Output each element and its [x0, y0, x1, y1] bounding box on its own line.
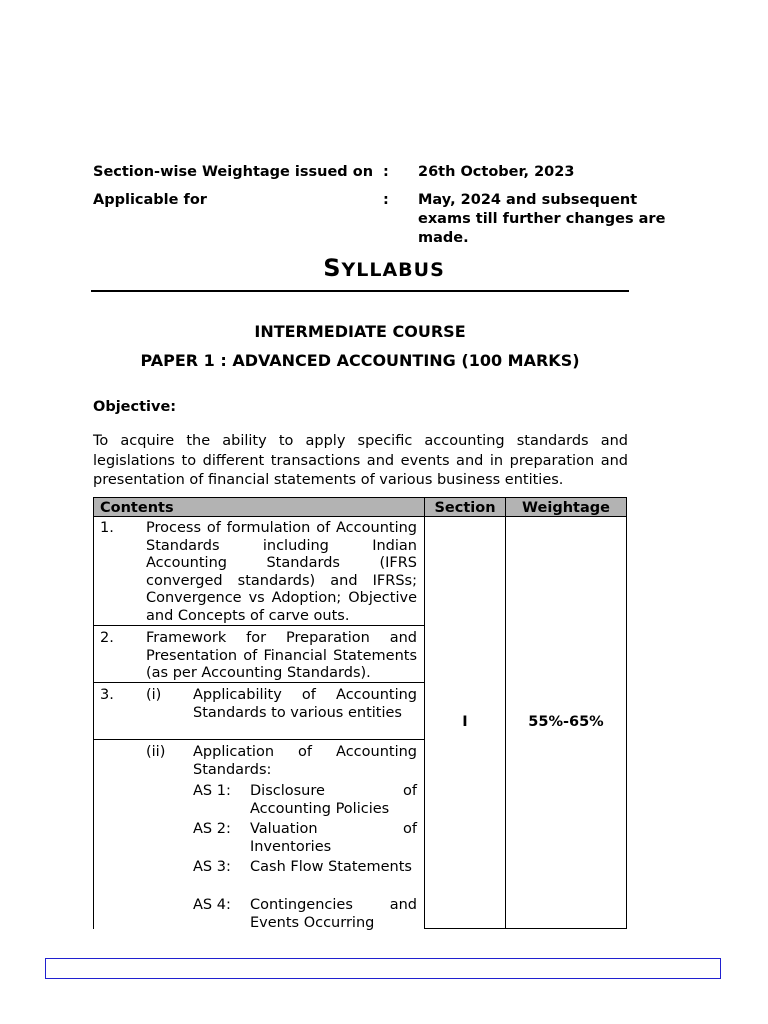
standard-code: AS 1: — [193, 783, 231, 799]
objective-text: To acquire the ability to apply specific accounting standards and legislations to different transactions and events and in preparation and presentation of financial statements of various business entities. — [93, 433, 628, 488]
title-rule — [91, 290, 629, 292]
applicable-value: May, 2024 and subsequent exams till further changes are made. — [418, 192, 666, 246]
table-row — [93, 682, 425, 740]
table-row — [93, 625, 425, 683]
header-contents: Contents — [93, 497, 425, 517]
row-number: 3. — [100, 687, 114, 703]
sub-text: Applicability of Accounting Standards to various entities — [193, 687, 417, 721]
row-text: Process of formulation of Accounting Standards including Indian Accounting Standards (IFRS converged standards) and IFRSs; Convergence vs Adoption; Objective and Concepts of carve outs. — [146, 520, 417, 624]
standard-code: AS 3: — [193, 859, 231, 875]
row-text: Framework for Preparation and Presentation of Financial Statements (as per Accounting Standards). — [146, 630, 417, 681]
section-cell — [424, 516, 506, 929]
issued-label: Section-wise Weightage issued on — [93, 164, 374, 180]
issued-colon: : — [383, 164, 389, 180]
standard-code: AS 4: — [193, 897, 231, 913]
sub-text: Application of Accounting Standards: — [193, 744, 417, 778]
standard-name: Valuation of Inventories — [250, 821, 417, 855]
table-row — [93, 516, 425, 626]
standard-name: Contingencies and Events Occurring — [250, 897, 417, 931]
footer-box — [45, 958, 721, 979]
standard-code: AS 2: — [193, 821, 231, 837]
applicable-label: Applicable for — [93, 192, 207, 208]
syllabus-table — [93, 497, 627, 929]
objective-heading: Objective: — [93, 399, 177, 415]
sub-number: (ii) — [146, 744, 166, 760]
sub-number: (i) — [146, 687, 162, 703]
weightage-cell — [505, 516, 627, 929]
standard-name: Cash Flow Statements — [250, 859, 412, 875]
applicable-colon: : — [383, 192, 389, 208]
standard-name: Disclosure of Accounting Policies — [250, 783, 417, 817]
page-title: SYLLABUS — [323, 254, 445, 282]
course-heading: INTERMEDIATE COURSE — [254, 322, 466, 341]
header-weightage: Weightage — [505, 497, 627, 517]
section-value: I — [462, 714, 468, 730]
paper-heading: PAPER 1 : ADVANCED ACCOUNTING (100 MARKS) — [140, 351, 580, 370]
table-row — [93, 739, 425, 929]
row-number: 2. — [100, 630, 114, 646]
weightage-value: 55%-65% — [528, 714, 604, 730]
issued-value: 26th October, 2023 — [418, 164, 575, 180]
row-number: 1. — [100, 520, 114, 536]
header-section: Section — [424, 497, 506, 517]
